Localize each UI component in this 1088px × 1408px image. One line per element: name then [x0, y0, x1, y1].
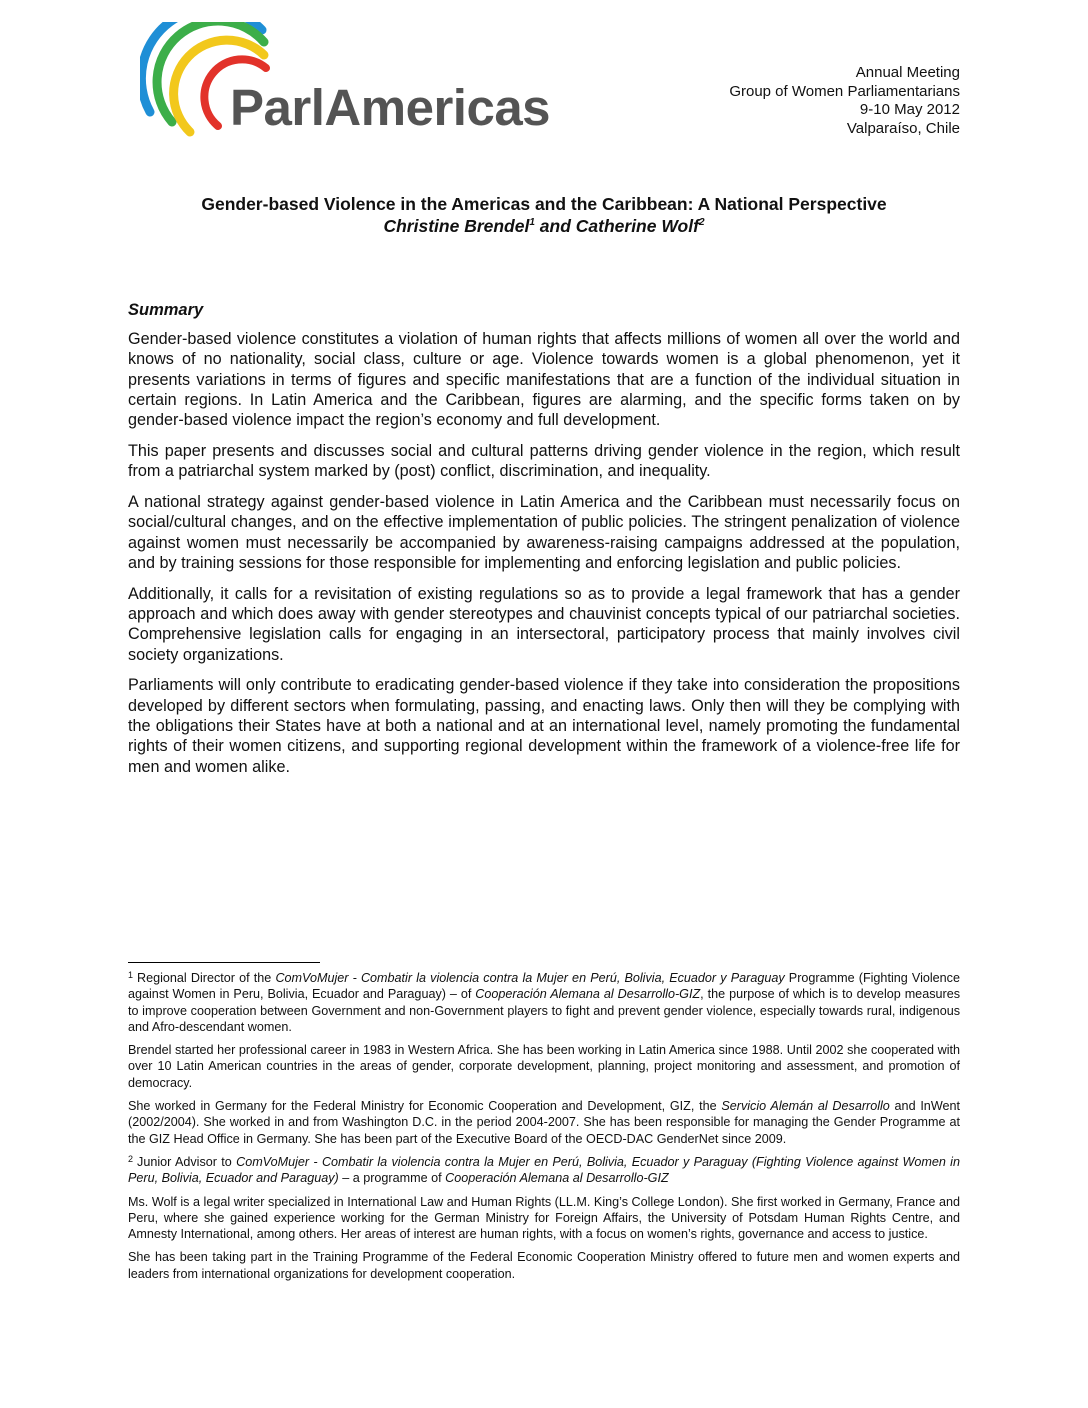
- author-connector: and: [534, 216, 576, 236]
- footnote: [128, 1154, 960, 1187]
- footnote-marker: 2: [128, 1153, 134, 1164]
- footnote: Brendel started her professional career in 1983 in Western Africa. She has been working in Latin America since 1988. Until 2002 she cooperated with over 10 Latin American countries in the areas of gender, corporate development, planning, project monitoring and assessment, and promotion of democracy.: [128, 1043, 960, 1090]
- body-paragraph: Additionally, it calls for a revisitation of existing regulations so as to provide a legal framework that has a gender approach and which does away with gender stereotypes and chauvinist concepts typical of our patriarchal societies. Comprehensive legislation calls for engaging in an intersectoral, participatory process that mainly involves civil society organizations.: [128, 584, 960, 664]
- footnote-text: and InWent (2002/2004). She worked in and from Washington D.C. in the period 2004-2007. She has been responsible for managing the Gender Programme at the GIZ Head Office in Germany. She has been part of the Executive Board of the OECD-DAC GenderNet since 2009.: [128, 1099, 960, 1146]
- footnote-text: – a programme of: [338, 1171, 446, 1186]
- footnote: [128, 1098, 960, 1147]
- body-paragraph: Gender-based violence constitutes a violation of human rights that affects millions of women all over the world and knows of no nationality, social class, culture or age. Violence towards women is a global phenomenon, yet it presents variations in terms of figures and specific manifestations that are a function of the individual situation in certain regions. In Latin America and the Caribbean, figures are alarming, and the specific forms taken on by gender-based violence impact the region’s economy and full development.: [128, 330, 960, 430]
- footnote-italic: Cooperación Alemana al Desarrollo-GIZ: [445, 1171, 669, 1186]
- meeting-info: [729, 64, 960, 138]
- footnote-text: , the purpose of which is to develop measures to improve cooperation between Government and non-Government players to fight and prevent gender violence, especially towards rural, indigenous and Afro-descendant women.: [128, 987, 960, 1034]
- footnote-text: Programme (Fighting Violence against Women in Peru, Bolivia, Ecuador and Paraguay) – of: [128, 971, 960, 1002]
- meeting-line: Annual Meeting: [855, 64, 960, 81]
- logo-wordmark: ParlAmericas: [230, 79, 551, 136]
- section-heading: Summary: [128, 301, 204, 319]
- footnote-text: Regional Director of the: [137, 971, 276, 985]
- title-block: [0, 193, 1088, 237]
- footnote-ref: 2: [698, 217, 705, 228]
- footnote-ref: 1: [529, 217, 535, 228]
- body-paragraph: Parliaments will only contribute to eradicating gender-based violence if they take into consideration the propositions developed by different sectors when formulating, passing, and enacting laws. Only then will they be complying with the obligations their States have at both a national and at an international level, namely promoting the fundamental rights of their women citizens, and supporting regional development within the framework of a violence-free life for men and women alike.: [128, 676, 960, 776]
- footnote-text: She worked in Germany for the Federal Ministry for Economic Cooperation and Development, GIZ, the: [128, 1099, 722, 1114]
- author-name: Catherine Wolf: [575, 216, 699, 236]
- parlamericas-logo: [140, 22, 590, 157]
- footnote-italic: Servicio Alemán al Desarrollo: [721, 1099, 890, 1114]
- author-name: Christine Brendel: [383, 216, 530, 236]
- footnote-divider: [128, 962, 320, 963]
- authors-line: [0, 215, 1088, 237]
- footnotes: [128, 970, 960, 1289]
- footnote-italic: Cooperación Alemana al Desarrollo-GIZ: [475, 987, 701, 1002]
- footnote: Ms. Wolf is a legal writer specialized in International Law and Human Rights (LL.M. King’s College London). She first worked in Germany, France and Peru, where she gained experience working for the German Ministry for Foreign Affairs, the University of Potsdam Human Rights Centre, and Amnesty International, among others. Her areas of interest are human rights, with a focus on women’s rights, governance and access to justice.: [128, 1194, 960, 1242]
- footnote-marker: 1: [128, 970, 134, 980]
- body-paragraph: This paper presents and discusses social and cultural patterns driving gender violence in the region, which result from a patriarchal system marked by (post) conflict, discrimination, and inequality.: [128, 441, 960, 481]
- body-paragraph: A national strategy against gender-based violence in Latin America and the Caribbean must necessarily focus on social/cultural changes, and on the effective implementation of public policies. The stringent penalization of violence against women must necessarily be accompanied by awareness-raising campaigns addressed at the population, and by training sessions for those responsible for implementing and enforcing legislation and public policies.: [128, 493, 960, 572]
- meeting-line: Valparaíso, Chile: [846, 119, 960, 137]
- meeting-line: 9-10 May 2012: [859, 101, 960, 118]
- footnote-italic: ComVoMujer - Combatir la violencia contra la Mujer en Perú, Bolivia, Ecuador y Paraguay (Fighting Violence against Women in Peru, Bolivia, Ecuador and Paraguay): [128, 1154, 960, 1186]
- summary-section: [128, 300, 960, 787]
- footnote: [128, 970, 960, 1035]
- document-title: Gender-based Violence in the Americas and the Caribbean: A National Perspective: [201, 194, 887, 214]
- footnote-italic: ComVoMujer - Combatir la violencia contra la Mujer en Perú, Bolivia, Ecuador y Paraguay: [275, 971, 785, 985]
- meeting-line: Group of Women Parliamentarians: [729, 82, 960, 100]
- footnote: She has been taking part in the Training Programme of the Federal Economic Cooperation Ministry offered to future men and women experts and leaders from international organizations for development cooperation.: [128, 1250, 960, 1281]
- footnote-text: Junior Advisor to: [137, 1154, 237, 1169]
